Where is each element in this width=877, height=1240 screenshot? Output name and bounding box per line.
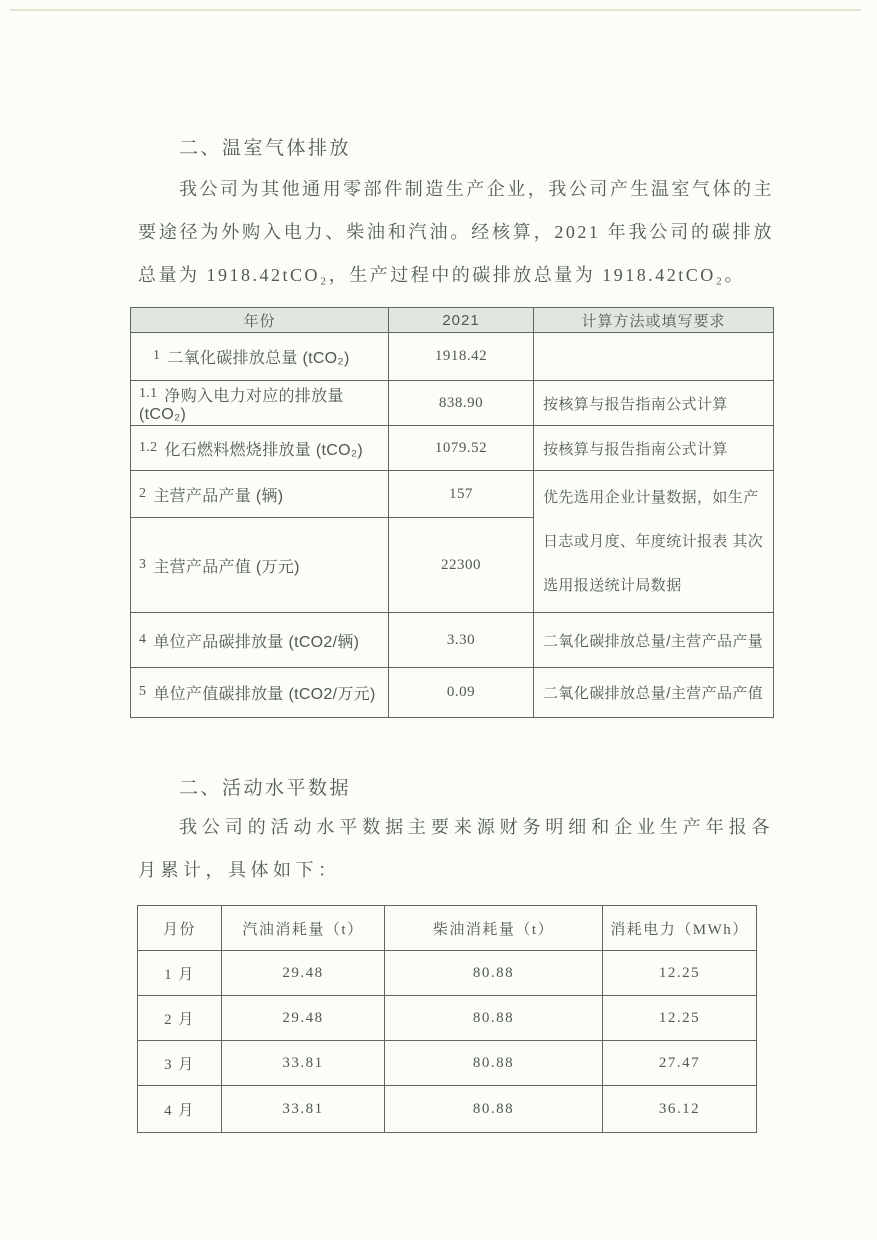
- section2-paragraph: 我公司的活动水平数据主要来源财务明细和企业生产年报各月累计，具体如下：: [138, 817, 774, 880]
- row-label: [131, 471, 389, 518]
- row-method-merged: 优先选用企业计量数据，如生产日志或月度、年度统计报表 其次选用报送统计局数据: [534, 471, 774, 613]
- row-label-text: 净购入电力对应的排放量(tCO₂): [139, 387, 344, 423]
- t2-header-electricity: 消耗电力（MWh）: [603, 906, 757, 951]
- t2-header-gasoline: 汽油消耗量（t）: [222, 906, 385, 951]
- row-method: 按核算与报告指南公式计算: [534, 426, 774, 471]
- gasoline-cell: 33.81: [222, 1086, 385, 1133]
- row-number: 4: [139, 631, 147, 647]
- table-row: [131, 471, 774, 518]
- row-number: 3: [139, 556, 147, 572]
- row-value: 0.09: [389, 668, 534, 718]
- row-label-text: 二氧化碳排放总量 (tCO₂): [167, 350, 350, 367]
- diesel-cell: 80.88: [385, 1086, 603, 1133]
- month-cell: 2 月: [138, 996, 222, 1041]
- table-row: [138, 1086, 757, 1133]
- t2-header-month: 月份: [138, 906, 222, 951]
- row-number: 2: [139, 485, 147, 501]
- month-cell: 4 月: [138, 1086, 222, 1133]
- row-label: [131, 518, 389, 613]
- section1-heading: 二、温室气体排放: [179, 138, 352, 159]
- table-row: [131, 613, 774, 668]
- gasoline-cell: 29.48: [222, 996, 385, 1041]
- row-number: 1: [153, 348, 161, 363]
- t1-header-2021: 2021: [389, 308, 534, 333]
- row-method: 二氧化碳排放总量/主营产品产量: [534, 613, 774, 668]
- t2-header-diesel: 柴油消耗量（t）: [385, 906, 603, 951]
- electricity-cell: 36.12: [603, 1086, 757, 1133]
- row-label: [131, 668, 389, 718]
- gasoline-cell: 29.48: [222, 951, 385, 996]
- row-label-text: 单位产值碳排放量 (tCO2/万元): [153, 686, 376, 703]
- table-row: [131, 426, 774, 471]
- t1-header-method: 计算方法或填写要求: [534, 308, 774, 333]
- row-number: 1.2: [139, 439, 158, 455]
- electricity-cell: 27.47: [603, 1041, 757, 1086]
- table-row: [138, 996, 757, 1041]
- row-label-text: 化石燃料燃烧排放量 (tCO₂): [164, 441, 363, 459]
- activity-data-table: [137, 905, 757, 1133]
- row-value: 1918.42: [389, 333, 534, 381]
- diesel-cell: 80.88: [385, 1041, 603, 1086]
- row-label: [131, 426, 389, 471]
- row-label-text: 主营产品产量 (辆): [153, 487, 284, 505]
- table-header-row: [138, 906, 757, 951]
- gasoline-cell: 33.81: [222, 1041, 385, 1086]
- table-row: [131, 333, 774, 381]
- diesel-cell: 80.88: [385, 951, 603, 996]
- row-number: 5: [139, 684, 147, 699]
- row-value: 3.30: [389, 613, 534, 668]
- row-label-text: 主营产品产值 (万元): [153, 558, 300, 576]
- table-header-row: [131, 308, 774, 333]
- row-method: 二氧化碳排放总量/主营产品产值: [534, 668, 774, 718]
- row-value: 838.90: [389, 381, 534, 426]
- row-value: 1079.52: [389, 426, 534, 471]
- table-row: [138, 1041, 757, 1086]
- table-row: [131, 381, 774, 426]
- row-label: [131, 381, 389, 426]
- month-cell: 1 月: [138, 951, 222, 996]
- row-value: 157: [389, 471, 534, 518]
- row-number: 1.1: [139, 385, 158, 401]
- row-label-text: 单位产品碳排放量 (tCO2/辆): [153, 633, 360, 651]
- diesel-cell: 80.88: [385, 996, 603, 1041]
- electricity-cell: 12.25: [603, 996, 757, 1041]
- row-value: 22300: [389, 518, 534, 613]
- emissions-summary-table: [130, 307, 774, 718]
- table-row: [138, 951, 757, 996]
- month-cell: 3 月: [138, 1041, 222, 1086]
- scan-edge-line: [10, 9, 861, 11]
- table-row: [131, 668, 774, 718]
- row-method: [534, 333, 774, 381]
- section2-heading: 二、活动水平数据: [179, 778, 352, 799]
- t1-header-year: 年份: [131, 308, 389, 333]
- row-label: [131, 613, 389, 668]
- row-method: 按核算与报告指南公式计算: [534, 381, 774, 426]
- electricity-cell: 12.25: [603, 951, 757, 996]
- row-label: [131, 333, 389, 381]
- section1-paragraph: 我公司为其他通用零部件制造生产企业，我公司产生温室气体的主要途径为外购入电力、柴油和汽油。经核算，2021 年我公司的碳排放总量为 1918.42tCO₂，生产过程中的碳排放总量为 1918.42tCO₂。: [138, 179, 774, 285]
